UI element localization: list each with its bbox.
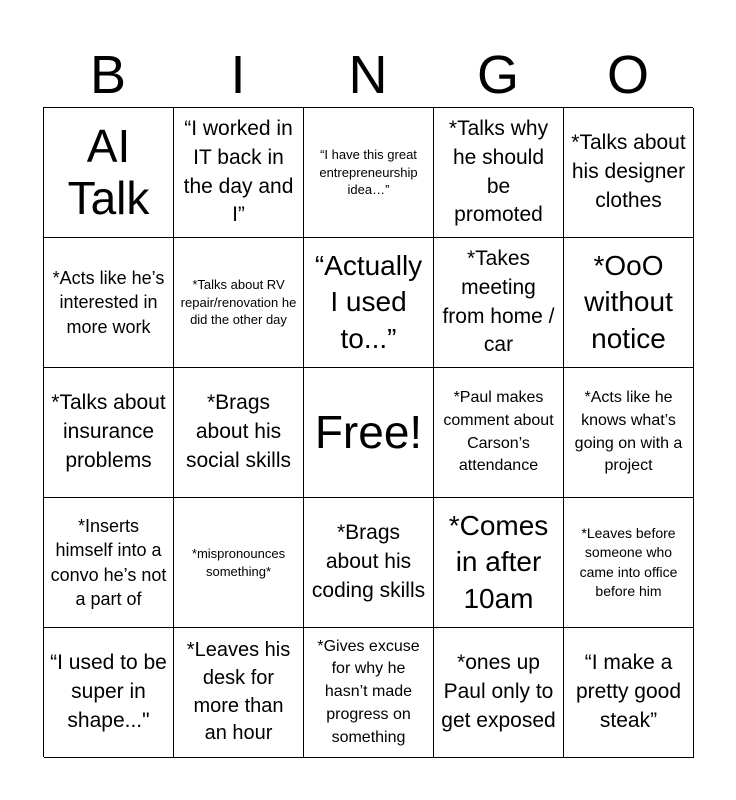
- cell-text: *Talks about his designer clothes: [571, 131, 686, 212]
- cell-text: *Talks why he should be promoted: [448, 116, 549, 227]
- cell-text: *Paul makes comment about Carson’s attendance: [443, 389, 554, 475]
- cell-text: “I have this great entrepreneurship idea…”: [319, 146, 418, 198]
- bingo-cell[interactable]: [174, 628, 304, 758]
- bingo-cell[interactable]: [564, 628, 694, 758]
- cell-text: “I worked in IT back in the day and I”: [183, 116, 294, 227]
- bingo-cell[interactable]: [304, 238, 434, 368]
- bingo-header: [43, 44, 693, 106]
- bingo-cell[interactable]: [304, 628, 434, 758]
- bingo-cell[interactable]: [174, 368, 304, 498]
- bingo-cell[interactable]: [174, 238, 304, 368]
- bingo-cell[interactable]: [44, 498, 174, 628]
- cell-text: *Brags about his social skills: [185, 391, 292, 472]
- bingo-cell[interactable]: [564, 368, 694, 498]
- cell-text: *Acts like he’s interested in more work: [52, 267, 165, 337]
- cell-text: *Gives excuse for why he hasn’t made progress on something: [317, 637, 420, 746]
- free-space-text: Free!: [314, 405, 423, 458]
- bingo-cell[interactable]: [304, 498, 434, 628]
- bingo-cell[interactable]: [44, 368, 174, 498]
- bingo-card: [43, 107, 693, 757]
- bingo-cell[interactable]: [564, 498, 694, 628]
- cell-text: *mispronounces something*: [191, 545, 286, 579]
- cell-text: *Talks about RV repair/renovation he did the other day: [180, 276, 297, 328]
- bingo-cell[interactable]: [564, 238, 694, 368]
- header-letter-n: N: [348, 45, 388, 105]
- cell-text: *OoO without notice: [584, 249, 673, 354]
- bingo-cell[interactable]: [44, 108, 174, 238]
- cell-text: *Acts like he knows what’s going on with a project: [574, 389, 683, 475]
- cell-text: *Leaves before someone who came into office before him: [579, 525, 678, 599]
- header-letter-b: B: [89, 45, 127, 105]
- bingo-cell[interactable]: [44, 628, 174, 758]
- cell-text: *Leaves his desk for more than an hour: [186, 639, 291, 745]
- bingo-cell[interactable]: [564, 108, 694, 238]
- bingo-cell[interactable]: [434, 368, 564, 498]
- header-letter-g: G: [476, 45, 519, 105]
- bingo-cell[interactable]: [174, 498, 304, 628]
- cell-text: *Brags about his coding skills: [311, 521, 426, 602]
- bingo-cell[interactable]: [434, 238, 564, 368]
- cell-text: *Inserts himself into a convo he’s not a part of: [50, 515, 167, 609]
- header-letter-i: I: [230, 45, 246, 105]
- free-space-cell[interactable]: [304, 368, 434, 498]
- bingo-cell[interactable]: [174, 108, 304, 238]
- cell-text: *Comes in after 10am: [448, 509, 549, 614]
- cell-text: *Takes meeting from home / car: [442, 246, 555, 357]
- bingo-cell[interactable]: [44, 238, 174, 368]
- header-letter-o: O: [606, 45, 649, 105]
- bingo-cell[interactable]: [304, 108, 434, 238]
- bingo-cell[interactable]: [434, 498, 564, 628]
- cell-text: “Actually I used to...”: [314, 249, 423, 354]
- bingo-cell[interactable]: [434, 108, 564, 238]
- bingo-cell[interactable]: [434, 628, 564, 758]
- cell-text: “I make a pretty good steak”: [575, 651, 682, 732]
- cell-text: “I used to be super in shape...": [50, 651, 167, 732]
- cell-text: AI Talk: [67, 119, 150, 224]
- cell-text: *Talks about insurance problems: [51, 391, 166, 472]
- cell-text: *ones up Paul only to get exposed: [441, 651, 556, 732]
